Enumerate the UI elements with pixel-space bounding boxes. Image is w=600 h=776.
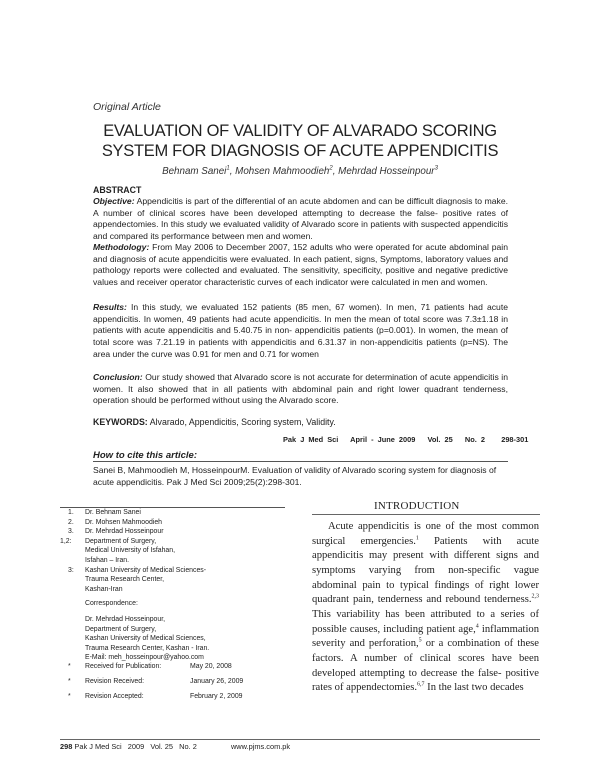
abstract-methodology: [93, 242, 508, 289]
ref-4: 5: [418, 637, 422, 644]
correspondence-text: Dr. Mehrdad Hosseinpour,: [85, 616, 166, 623]
article-type: Original Article: [93, 101, 161, 113]
journal-citation: Pak J Med Sci April - June 2009 Vol. 25 No. 2 298-301: [283, 435, 529, 444]
date-label: Revision Accepted:: [85, 693, 144, 700]
how-to-cite-text: Sanei B, Mahmoodieh M, HosseinpourM. Evaluation of validity of Alvarado scoring system for diagnosis of acute appendicitis. Pak J Med Sci 2009;25(2):298-301.: [93, 465, 497, 487]
date-label: Revision Received:: [85, 678, 144, 685]
correspondence-text: Trauma Research Center, Kashan - Iran.: [85, 644, 210, 652]
page-footer: [60, 742, 290, 751]
intro-text-3: This variability has been attributed to a series of possible causes, including patient age,: [312, 608, 539, 635]
intro-text-6: In the last two decades: [424, 682, 524, 694]
page-number: 298: [60, 742, 73, 751]
abstract-heading: ABSTRACT: [93, 185, 142, 195]
conclusion-text: Our study showed that Alvarado score is not accurate for determination of acute appendicitis in women. It also showed that in all patients with abdominal pain and right lower quadrant tenderness, operation should be performed without using the Alvarado score.: [93, 372, 508, 406]
footnote-text: Isfahan – Iran.: [85, 557, 130, 564]
intro-text-1: Acute appendicitis is one of the most common surgical emergencies.: [312, 521, 539, 547]
how-to-cite-heading: How to cite this article:: [93, 450, 197, 461]
title-line-2: SYSTEM FOR DIAGNOSIS OF ACUTE APPENDICITIS: [101, 142, 499, 160]
ref-2: 2,3: [531, 593, 539, 600]
results-text: In this study, we evaluated 152 patients (85 men, 67 women). In men, 71 patients had acute appendicitis. In women, 49 patients had acute appendicitis. In men the mean of total score was 7.3±1.18 in patients with acute appendicitis and 5.40.75 in non- appendicitis patients (p=0.001). In women, the mean of total score was 7.21.19 in patients with appendicitis and 6.31.37 in non-appendicitis patients (p=NS). The area under the curve was 0.91 for men and 0.71 for women: [93, 302, 508, 359]
footnote-text: Kashan University of Medical Sciences-: [85, 566, 207, 574]
author-3: Mehrdad Hosseinpour: [338, 166, 435, 177]
ref-3: 4: [475, 623, 479, 630]
ref-5: 6,7: [417, 681, 425, 688]
footer-journal: Pak J Med Sci 2009 Vol. 25 No. 2: [74, 742, 197, 751]
keywords: [93, 417, 508, 429]
author-3-mark: 3: [434, 165, 438, 172]
date-value: January 26, 2009: [190, 678, 244, 685]
author-list: Behnam Sanei$^1$, Mohsen Mahmoodieh$^2$, Mehrdad Hosseinpour$^3$: [162, 165, 438, 177]
results-label: Results:: [93, 302, 127, 312]
keywords-label: KEYWORDS:: [93, 417, 148, 427]
date-value: May 20, 2008: [190, 663, 232, 670]
date-value: February 2, 2009: [190, 693, 243, 700]
author-2-mark: 2: [329, 165, 333, 172]
correspondence-email: E-Mail: meh_hosseinpour@yahoo.com: [85, 654, 204, 662]
methodology-label: Methodology:: [93, 242, 150, 252]
objective-label: Objective:: [93, 196, 135, 206]
intro-text-2: Patients with acute appendicitis may present with different signs and symptoms varying from non-specific vague abdominal pain to typical findings of right lower quadrant pain, tenderness and rebound tenderness.: [312, 535, 539, 606]
footnote-text: Medical University of Isfahan,: [85, 547, 175, 555]
footnote-num: 1,2:: [60, 537, 72, 545]
footnote-text: Dr. Mohsen Mahmoodieh: [85, 518, 162, 526]
conclusion-label: Conclusion:: [93, 372, 143, 382]
footnote-text: Department of Surgery,: [85, 537, 157, 545]
author-1-mark: 1: [226, 165, 230, 172]
footnote-num: 3:: [68, 566, 74, 574]
how-to-cite-divider: [93, 461, 508, 462]
footer-divider: [60, 739, 540, 740]
correspondence-text: Kashan University of Medical Sciences,: [85, 635, 206, 643]
footnote-text: Trauma Research Center,: [85, 576, 165, 584]
footer-url[interactable]: www.pjms.com.pk: [230, 742, 291, 751]
abstract-objective: [93, 196, 508, 243]
ref-1: 1: [415, 535, 419, 542]
footnote-text: Dr. Behnam Sanei: [85, 509, 141, 516]
date-label: Received for Publication:: [85, 663, 162, 670]
keywords-text: Alvarado, Appendicitis, Scoring system, Validity.: [149, 417, 336, 427]
footnote-num: 2.: [68, 518, 74, 526]
introduction-paragraph: [312, 520, 539, 696]
abstract-results: [93, 302, 508, 361]
footnote-num: 1.: [68, 509, 74, 516]
footnote-text: Kashan-Iran: [85, 585, 123, 593]
footnote-text: Dr. Mehrdad Hosseinpour: [85, 528, 164, 536]
correspondence-label: Correspondence:: [85, 600, 138, 607]
author-2: Mohsen Mahmoodieh: [235, 166, 330, 177]
article-title: [60, 121, 540, 161]
correspondence-text: Department of Surgery,: [85, 625, 157, 633]
introduction-heading: INTRODUCTION: [374, 500, 460, 512]
abstract-conclusion: [93, 372, 508, 407]
objective-text: Appendicitis is part of the differential of an acute abdomen and can be difficult diagnosis to make. A number of clinical scores have been developed attempting to decrease the false- positive rates of appendectomies. In this study we evaluated validity of Alvarado score in patients with suspected appendicitis and compared its performance between men and women.: [93, 196, 509, 242]
title-line-1: EVALUATION OF VALIDITY OF ALVARADO SCORING: [103, 122, 497, 140]
author-1: Behnam Sanei: [162, 166, 227, 177]
introduction-divider: [312, 514, 540, 515]
footnote-num: 3.: [68, 528, 74, 536]
intro-text-5: or a combination of these factors. A number of clinical scores have been developed attempting to decrease the false- positive rates of appendectomies.: [312, 638, 539, 694]
intro-text-4: inflammation severity and perforation,: [312, 623, 539, 650]
introduction-body: [312, 520, 539, 696]
methodology-text: From May 2006 to December 2007, 152 adults who were operated for acute abdominal pain and diagnosis of acute appendicitis were evaluated. In each patient, signs, Symptoms, laboratory values and pathology reports were collected and evaluated. The sensitivity, specificity, positive and negative predictive values and receiver operator characteristic curves of each indicator were calculated in men and women.: [93, 242, 508, 288]
